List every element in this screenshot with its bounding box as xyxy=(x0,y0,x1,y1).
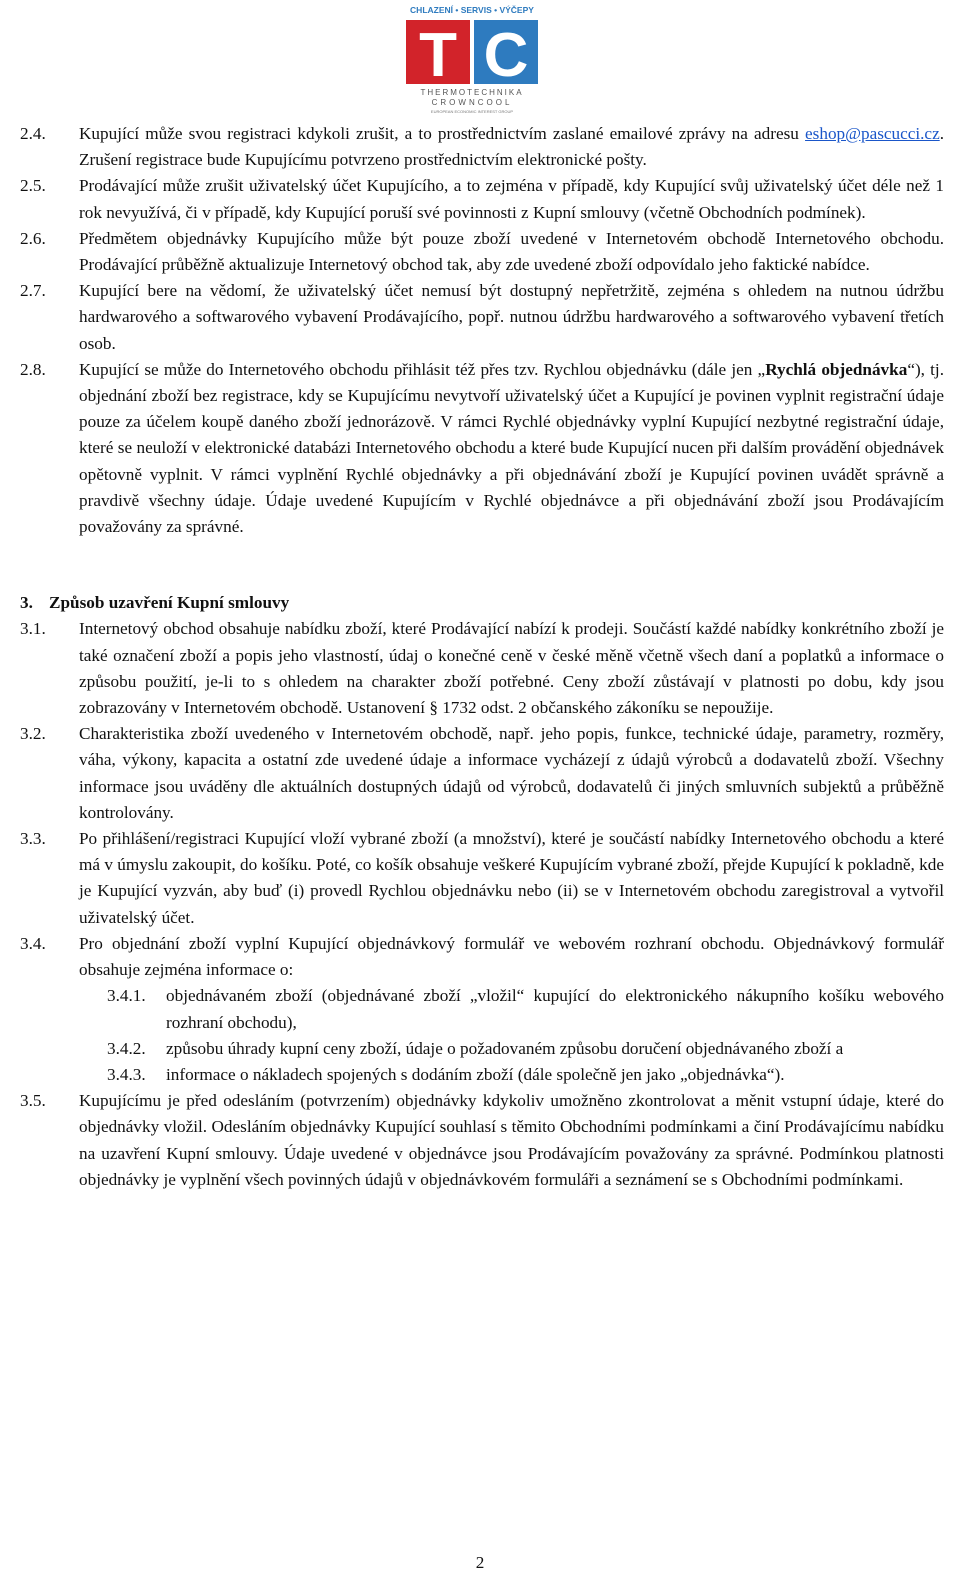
clause-3-4-3 xyxy=(20,1062,944,1088)
clause-bold-term: Rychlá objednávka xyxy=(765,359,908,379)
clause-3-2 xyxy=(20,721,944,826)
clause-text: Kupujícímu je před odesláním (potvrzením) objednávky kdykoliv umožněno zkontrolovat a měnit vstupní údaje, které do objednávky vložil. Odesláním objednávky Kupující souhlasí s těmito Obchodními podmínkami a činí Prodávajícímu nabídku na uzavření Kupní smlouvy. Údaje uvedené v objednávce jsou Prodávajícím považovány za správné. Podmínkou platnosti objednávky je vyplnění všech povinných údajů v objednávkovém formuláři a seznámení se s Obchodními podmínkami. xyxy=(79,1091,944,1189)
clause-2-6 xyxy=(20,226,944,278)
section-title: Způsob uzavření Kupní smlouvy xyxy=(49,593,290,613)
clause-3-3 xyxy=(20,826,944,931)
section-3-heading xyxy=(20,590,944,616)
svg-text:T: T xyxy=(419,21,457,90)
clause-number: 3.2. xyxy=(20,724,46,744)
svg-text:EUROPEAN ECONOMIC INTEREST GRO: EUROPEAN ECONOMIC INTEREST GROUP xyxy=(430,109,514,114)
page-number: 2 xyxy=(475,1553,485,1572)
clause-text: Pro objednání zboží vyplní Kupující objednávkový formulář ve webovém rozhraní obchodu. Objednávkový formulář obsahuje zejména informace o: xyxy=(79,933,944,980)
clause-2-7 xyxy=(20,278,944,357)
clause-3-1 xyxy=(20,616,944,721)
clause-number: 2.6. xyxy=(20,228,46,248)
subclause-number: 3.4.3. xyxy=(107,1064,146,1084)
svg-text:CROWNCOOL: CROWNCOOL xyxy=(431,98,513,107)
company-logo xyxy=(402,4,542,116)
clause-text-cont: . Zrušení registrace bude Kupujícímu potvrzeno prostřednictvím elektronické pošty. xyxy=(79,124,944,170)
clause-3-4-1 xyxy=(20,983,944,1035)
clause-text: Kupující může svou registraci kdykoli zrušit, a to prostřednictvím zaslané emailové zprávy na adresu xyxy=(79,124,806,143)
clause-number: 2.4. xyxy=(20,124,46,143)
clause-number: 2.5. xyxy=(20,176,46,196)
clause-text: Kupující se může do Internetového obchodu přihlásit též přes tzv. Rychlou objednávku (dále jen „ xyxy=(79,359,766,379)
subclause-text: způsobu úhrady kupní ceny zboží, údaje o požadovaném způsobu doručení objednávaného zboží a xyxy=(166,1038,844,1058)
clause-3-5 xyxy=(20,1088,944,1193)
email-link[interactable]: eshop@pascucci.cz xyxy=(805,124,940,143)
clause-number: 2.7. xyxy=(20,281,46,301)
clause-number: 2.8. xyxy=(20,359,46,379)
svg-text:CHLAZENÍ • SERVIS • VÝČEPY: CHLAZENÍ • SERVIS • VÝČEPY xyxy=(410,5,534,15)
clause-text: Prodávající může zrušit uživatelský účet Kupujícího, a to zejména v případě, kdy Kupující svůj uživatelský účet déle než 1 rok nevyužívá, či v případě, kdy Kupující poruší své povinnosti z Kupní smlouvy (včetně Obchodních podmínek). xyxy=(79,176,944,222)
clause-text-cont: “), tj. objednání zboží bez registrace, kdy se Kupujícímu nevytvoří uživatelský účet a Kupující je povinen vyplnit registrační údaje pouze za účelem koupě daného zboží jednorázově. V rámci Rychlé objednávky vyplní Kupující nezbytné registrační údaje, které se neuloží v elektronické databázi Internetového obchodu a které bude Kupující nucen při dalším provádění objednávek opětovně vyplnit. V rámci vyplnění Rychlé objednávky a při objednávání zboží je Kupující povinen uvádět správně a pravdivě všechny údaje. Údaje uvedené Kupujícím v Rychlé objednávce a při objednávání zboží jsou Prodávajícím považovány za správné. xyxy=(79,359,945,537)
document-body xyxy=(20,121,944,1193)
clause-text: Kupující bere na vědomí, že uživatelský účet nemusí být dostupný nepřetržitě, zejména s ohledem na nutnou údržbu hardwarového a softwarového vybavení Prodávajícího, popř. nutnou údržbu hardwarového a softwarového vybavení třetích osob. xyxy=(79,281,944,353)
clause-text: Po přihlášení/registraci Kupující vloží vybrané zboží (a množství), které je součástí nabídky Internetového obchodu a které má v úmyslu zakoupit, do košíku. Poté, co košík obsahuje veškeré Kupujícím vybrané zboží, přejde Kupující k pokladně, kde je Kupující vyzván, aby buď (i) provedl Rychlou objednávku nebo (ii) se v Internetovém obchodu zaregistroval a vytvořil uživatelský účet. xyxy=(79,829,944,927)
subclause-text: informace o nákladech spojených s dodáním zboží (dále společně jen jako „objednávka“). xyxy=(166,1064,785,1084)
clause-3-4 xyxy=(20,931,944,983)
clause-2-4 xyxy=(20,121,944,173)
subclause-number: 3.4.1. xyxy=(107,986,146,1006)
clause-number: 3.3. xyxy=(20,829,46,849)
svg-text:C: C xyxy=(483,21,529,90)
svg-text:THERMOTECHNIKA: THERMOTECHNIKA xyxy=(420,88,524,97)
subclause-text: objednávaném zboží (objednávané zboží „vložil“ kupující do elektronického nákupního košíku webového rozhraní obchodu), xyxy=(166,986,944,1032)
clause-2-5 xyxy=(20,173,944,225)
clause-text: Předmětem objednávky Kupujícího může být pouze zboží uvedené v Internetovém obchodě Internetového obchodu. Prodávající průběžně aktualizuje Internetový obchod tak, aby zde uvedené zboží odpovídalo jeho faktické nabídce. xyxy=(79,228,944,275)
section-number: 3. xyxy=(20,593,33,613)
clause-text: Internetový obchod obsahuje nabídku zboží, které Prodávající nabízí k prodeji. Součástí každé nabídky konkrétního zboží je také označení zboží a popis jeho vlastností, údaj o konečné ceně v české měně včetně všech daní a poplatků a informace o způsobu použití, je-li to s ohledem na charakter zboží potřebné. Ceny zboží zůstávají v platnosti po dobu, kdy jsou zobrazovány v Internetovém obchodě. Ustanovení § 1732 odst. 2 občanského zákoníku se nepoužije. xyxy=(79,619,944,718)
clause-number: 3.1. xyxy=(20,619,46,639)
clause-text: Charakteristika zboží uvedeného v Internetovém obchodě, např. jeho popis, funkce, technické údaje, parametry, rozměry, váha, výkony, kapacita a ostatní zde uvedené údaje a informace vycházejí z údajů výrobců a dodavatelů zboží. Všechny informace jsou uváděny dle aktuálních dostupných údajů od výrobců, dodavatelů či jiných smluvních subjektů a průběžně kontrolovány. xyxy=(79,724,944,822)
subclause-number: 3.4.2. xyxy=(107,1038,146,1058)
clause-2-8 xyxy=(20,357,944,540)
clause-number: 3.4. xyxy=(20,933,46,953)
clause-3-4-2 xyxy=(20,1036,944,1062)
clause-number: 3.5. xyxy=(20,1091,46,1111)
